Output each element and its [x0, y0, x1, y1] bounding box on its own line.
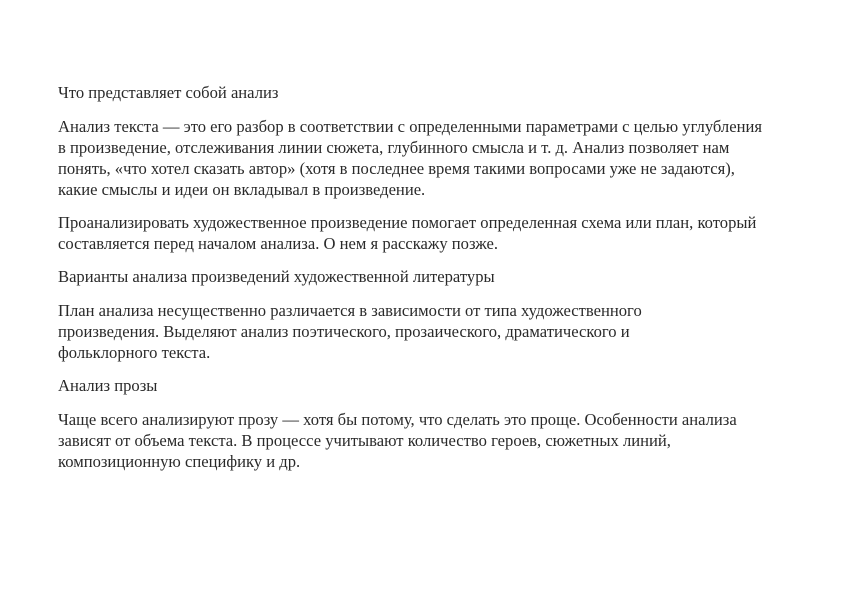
section-heading-prose-analysis: Анализ прозы [58, 376, 158, 395]
document-body [58, 82, 788, 484]
paragraph-analysis-types: План анализа несущественно различается в зависимости от типа художественного произведения. Выделяют анализ поэтического, прозаического, драматического и фольклорного текста. [58, 301, 642, 362]
paragraph-analysis-plan: Проанализировать художественное произведение помогает определенная схема или план, который составляется перед началом анализа. О нем я расскажу позже. [58, 213, 757, 253]
paragraph-analysis-definition: Анализ текста — это его разбор в соответствии с определенными параметрами с целью углубления в произведение, отслеживания линии сюжета, глубинного смысла и т. д. Анализ позволяет нам понять, «что хотел сказать автор» (хотя в последнее время такими вопросами уже не задаются), какие смыслы и идеи он вкладывал в произведение. [58, 117, 762, 199]
section-heading-analysis-variants: Варианты анализа произведений художественной литературы [58, 267, 495, 286]
section-heading-what-is-analysis: Что представляет собой анализ [58, 83, 279, 102]
paragraph-prose-analysis: Чаще всего анализируют прозу — хотя бы потому, что сделать это проще. Особенности анализа зависят от объема текста. В процессе учитывают количество героев, сюжетных линий, композиционную специфику и др. [58, 410, 737, 471]
